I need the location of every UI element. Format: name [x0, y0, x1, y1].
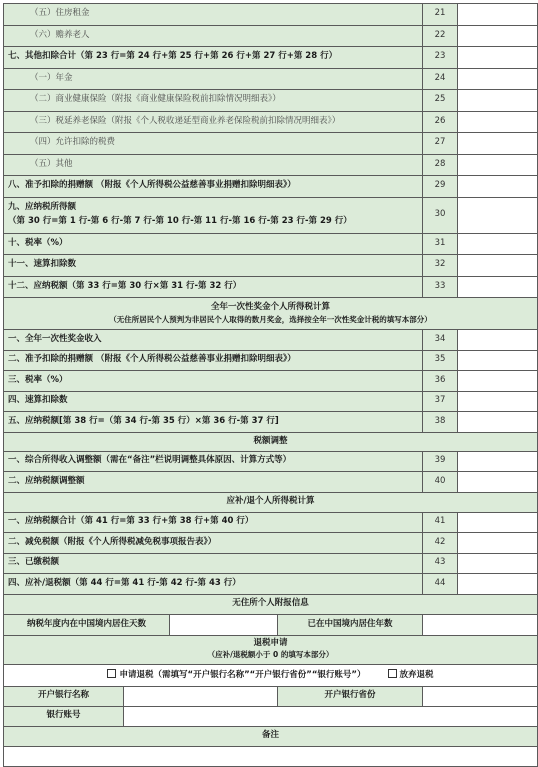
row-value-input[interactable] [458, 47, 538, 69]
row-label: 四、应补/退税额（第 44 行=第 41 行-第 42 行-第 43 行） [4, 574, 423, 595]
remarks-input[interactable] [4, 746, 538, 766]
row-number: 35 [423, 350, 458, 371]
form-row [4, 255, 538, 277]
row-value-input[interactable] [458, 68, 538, 90]
row-value-input[interactable] [458, 451, 538, 472]
apply-refund-checkbox[interactable] [107, 670, 365, 680]
refund-calc-section-title: 应补/退个人所得税计算 [4, 492, 538, 512]
form-row [4, 330, 538, 351]
row-value-input[interactable] [458, 233, 538, 255]
row-label: 一、应纳税额合计（第 41 行=第 33 行+第 38 行+第 40 行） [4, 512, 423, 533]
row-number: 25 [423, 90, 458, 112]
form-row [4, 371, 538, 392]
form-row [4, 391, 538, 412]
row-value-input[interactable] [458, 512, 538, 533]
row-label: 八、准予扣除的捐赠额 （附报《个人所得税公益慈善事业捐赠扣除明细表》） [4, 176, 423, 198]
refund-options [4, 664, 538, 686]
bonus-section-title: 全年一次性奖金个人所得税计算 [211, 301, 331, 312]
row-number: 43 [423, 553, 458, 574]
row-value-input[interactable] [458, 574, 538, 595]
row-number: 29 [423, 176, 458, 198]
row-label-taxable-income [4, 197, 423, 233]
row-label: （四）允许扣除的税费 [4, 133, 423, 155]
form-row [4, 233, 538, 255]
residence-days-input[interactable] [170, 614, 278, 635]
form-row [4, 276, 538, 298]
row-label: （五）其他 [4, 154, 423, 176]
row-label: 四、速算扣除数 [4, 391, 423, 412]
row-label: （三）税延养老保险（附报《个人税收递延型商业养老保险税前扣除情况明细表》） [4, 111, 423, 133]
residence-years-input[interactable] [423, 614, 538, 635]
row-number: 32 [423, 255, 458, 277]
bonus-section-note: （无住所居民个人预判为非居民个人取得的数月奖金，选择按全年一次性奖金计税的填写本部分） [109, 314, 432, 324]
bank-account-label: 银行账号 [4, 706, 124, 726]
form-row [4, 512, 538, 533]
row-value-input[interactable] [458, 176, 538, 198]
bank-province-input[interactable] [423, 686, 538, 706]
row-value-input[interactable] [458, 197, 538, 233]
row-number: 33 [423, 276, 458, 298]
row-label: 五、应纳税额[第 38 行=（第 34 行-第 35 行）×第 36 行-第 37 行] [4, 412, 423, 433]
checkbox-icon[interactable] [107, 669, 116, 678]
row-label: （六）赡养老人 [4, 25, 423, 47]
form-row [4, 68, 538, 90]
form-row [4, 350, 538, 371]
refund-apply-section-note: （应补/退税额小于 0 的填写本部分） [207, 650, 334, 660]
bank-name-input[interactable] [124, 686, 278, 706]
row-number: 28 [423, 154, 458, 176]
form-row [4, 553, 538, 574]
row-value-input[interactable] [458, 276, 538, 298]
row-label: （二）商业健康保险（附报《商业健康保险税前扣除情况明细表》） [4, 90, 423, 112]
row-value-input[interactable] [458, 553, 538, 574]
row-number: 30 [423, 197, 458, 233]
row-number: 22 [423, 25, 458, 47]
option-label: 申请退税（需填写“开户银行名称”“开户银行省份”“银行账号”） [119, 670, 366, 681]
row-number: 21 [423, 4, 458, 26]
form-row [4, 533, 538, 554]
waive-refund-checkbox[interactable] [388, 670, 434, 680]
row-value-input[interactable] [458, 350, 538, 371]
form-row [4, 451, 538, 472]
row-label: 二、减免税额（附报《个人所得税减免税事项报告表》） [4, 533, 423, 554]
row-value-input[interactable] [458, 412, 538, 433]
row-label: （五）住房租金 [4, 4, 423, 26]
form-row [4, 197, 538, 233]
row-number: 38 [423, 412, 458, 433]
form-row [4, 25, 538, 47]
form-row [4, 472, 538, 493]
row-number: 26 [423, 111, 458, 133]
row-value-input[interactable] [458, 255, 538, 277]
row-label: （一）年金 [4, 68, 423, 90]
row-value-input[interactable] [458, 391, 538, 412]
row-number: 34 [423, 330, 458, 351]
row-number: 27 [423, 133, 458, 155]
row-label-line1: 九、应纳税所得额 [8, 202, 77, 213]
row-label: 一、综合所得收入调整额（需在“备注”栏说明调整具体原因、计算方式等） [4, 451, 423, 472]
row-number: 40 [423, 472, 458, 493]
row-value-input[interactable] [458, 472, 538, 493]
row-value-input[interactable] [458, 533, 538, 554]
remarks-section-title: 备注 [4, 726, 538, 746]
row-value-input[interactable] [458, 25, 538, 47]
row-label: 三、已缴税额 [4, 553, 423, 574]
option-label: 放弃退税 [399, 670, 434, 681]
bank-account-input[interactable] [124, 706, 538, 726]
residence-years-label: 已在中国境内居住年数 [278, 614, 423, 635]
row-number: 23 [423, 47, 458, 69]
bank-name-label: 开户银行名称 [4, 686, 124, 706]
row-number: 42 [423, 533, 458, 554]
refund-apply-section-header [4, 635, 538, 664]
nonresident-section-title: 无住所个人附报信息 [4, 594, 538, 614]
row-label: 十二、应纳税额（第 33 行=第 30 行×第 31 行-第 32 行） [4, 276, 423, 298]
form-row [4, 133, 538, 155]
row-number: 24 [423, 68, 458, 90]
form-row [4, 4, 538, 26]
row-value-input[interactable] [458, 154, 538, 176]
bank-province-label: 开户银行省份 [278, 686, 423, 706]
row-value-input[interactable] [458, 90, 538, 112]
row-value-input[interactable] [458, 4, 538, 26]
row-value-input[interactable] [458, 133, 538, 155]
form-row [4, 574, 538, 595]
row-label: 二、准予扣除的捐赠额 （附报《个人所得税公益慈善事业捐赠扣除明细表》） [4, 350, 423, 371]
row-label: 十、税率（%） [4, 233, 423, 255]
tax-form-table [3, 3, 538, 767]
row-value-input[interactable] [458, 371, 538, 392]
form-row [4, 90, 538, 112]
form-row [4, 111, 538, 133]
row-value-input[interactable] [458, 330, 538, 351]
row-number: 36 [423, 371, 458, 392]
checkbox-icon[interactable] [388, 669, 397, 678]
row-number: 44 [423, 574, 458, 595]
row-number: 37 [423, 391, 458, 412]
row-label: 一、全年一次性奖金收入 [4, 330, 423, 351]
row-label: 三、税率（%） [4, 371, 423, 392]
row-number: 39 [423, 451, 458, 472]
row-label-line2: （第 30 行=第 1 行-第 6 行-第 7 行-第 10 行-第 11 行-第 16 行-第 23 行-第 29 行） [8, 216, 352, 226]
row-label: 二、应纳税额调整额 [4, 472, 423, 493]
form-row [4, 412, 538, 433]
row-number: 31 [423, 233, 458, 255]
row-label: 十一、速算扣除数 [4, 255, 423, 277]
row-label: 七、其他扣除合计（第 23 行=第 24 行+第 25 行+第 26 行+第 27 行+第 28 行） [4, 47, 423, 69]
form-row [4, 176, 538, 198]
form-row [4, 154, 538, 176]
refund-apply-section-title: 退税申请 [253, 638, 288, 649]
residence-days-label: 纳税年度内在中国境内居住天数 [4, 614, 170, 635]
adjust-section-title: 税额调整 [4, 432, 538, 451]
form-row [4, 47, 538, 69]
row-value-input[interactable] [458, 111, 538, 133]
tax-return-form [3, 3, 537, 767]
bonus-section-header [4, 298, 538, 330]
row-number: 41 [423, 512, 458, 533]
